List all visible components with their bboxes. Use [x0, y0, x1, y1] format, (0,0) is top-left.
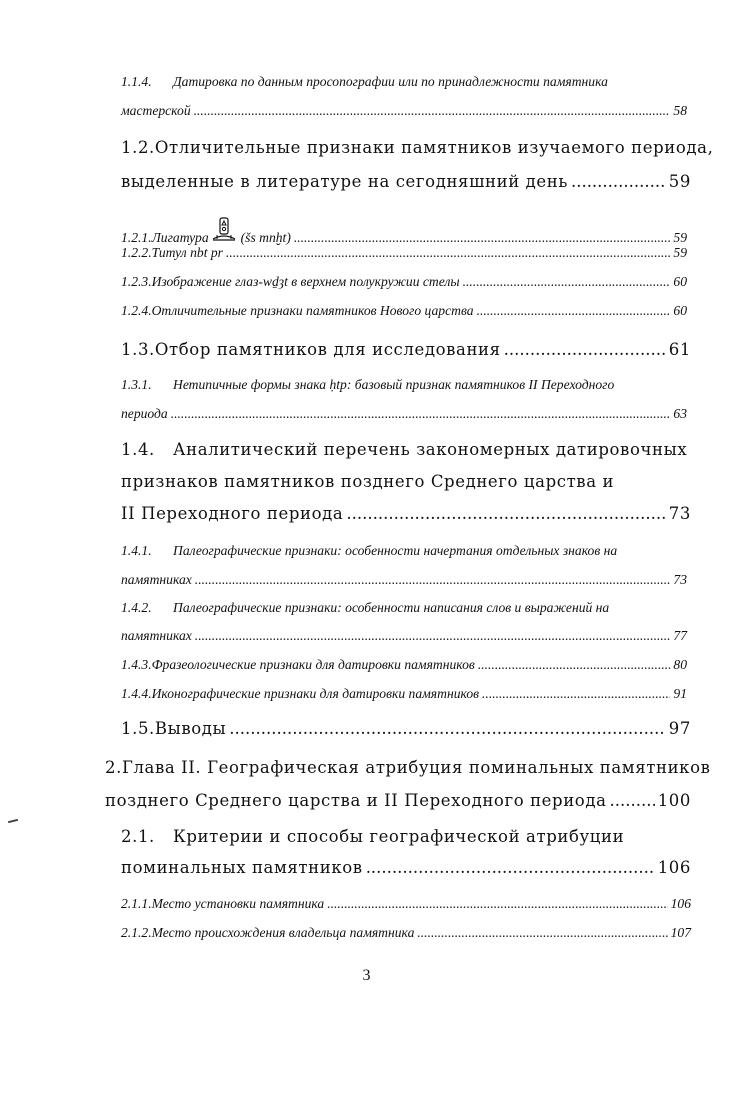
- entry-page: 59: [673, 230, 687, 245]
- entry-number: 1.2.1.: [121, 230, 152, 245]
- entry-number: 1.2.4.: [121, 303, 152, 318]
- entry-page: 106: [657, 858, 691, 877]
- toc-entry-1-4-cont2[interactable]: [121, 504, 691, 523]
- leader-dots: [504, 340, 666, 359]
- entry-page: 97: [668, 719, 691, 738]
- entry-title-cont: выделенные в литературе на сегодняшний день: [121, 172, 568, 191]
- toc-entry-1-2-cont[interactable]: [121, 172, 691, 191]
- toc-entry-1-3[interactable]: [121, 340, 691, 359]
- entry-number: 1.2.: [121, 138, 155, 157]
- leader-dots: [171, 406, 671, 422]
- leader-dots: [477, 303, 671, 319]
- entry-page: 73: [673, 572, 687, 587]
- entry-page: 107: [670, 925, 691, 940]
- entry-page: 80: [673, 657, 687, 672]
- hieroglyph-ligature-icon: [211, 216, 239, 246]
- entry-title: Титул nbt pr: [151, 245, 223, 260]
- page-number: 3: [362, 967, 371, 984]
- leader-dots: [571, 172, 666, 191]
- entry-title: Критерии и способы географической атрибуции: [173, 827, 625, 846]
- toc-entry-1-4-2[interactable]: [121, 600, 691, 616]
- leader-dots: [194, 103, 671, 119]
- entry-page: 59: [673, 245, 687, 260]
- entry-title-cont: памятниках: [121, 628, 192, 643]
- entry-number: 1.4.3.: [121, 657, 152, 672]
- entry-number: 1.4.4.: [121, 686, 152, 701]
- entry-page: 63: [673, 406, 687, 421]
- entry-title-cont: периода: [121, 406, 168, 421]
- entry-number: 1.2.2.: [121, 245, 152, 260]
- entry-title: Иконографические признаки для датировки памятников: [151, 686, 480, 701]
- entry-page: 91: [673, 686, 687, 701]
- entry-title-cont: памятниках: [121, 572, 192, 587]
- entry-number: 1.3.: [121, 340, 155, 359]
- leader-dots: [610, 791, 655, 810]
- leader-dots: [346, 504, 665, 523]
- entry-number: 1.2.3.: [121, 274, 152, 289]
- entry-title: Отбор памятников для исследования: [154, 340, 501, 359]
- leader-dots: [417, 925, 667, 941]
- entry-title: Нетипичные формы знака ḥtp: базовый признак памятников II Переходного: [173, 377, 615, 392]
- entry-title-cont2: II Переходного периода: [121, 504, 344, 523]
- toc-entry-1-3-1[interactable]: [121, 377, 691, 393]
- entry-title: Выводы: [154, 719, 227, 738]
- entry-title-cont: признаков памятников позднего Среднего царства и: [121, 472, 615, 491]
- entry-page: 100: [657, 791, 691, 810]
- toc-entry-2-1-2[interactable]: [121, 925, 691, 941]
- entry-title-cont: поминальных памятников: [121, 858, 363, 877]
- entry-title: Палеографические признаки: особенности написания слов и выражений на: [173, 600, 610, 615]
- entry-title-cont: мастерской: [121, 103, 191, 118]
- leader-dots: [463, 274, 671, 290]
- entry-page: 106: [670, 896, 691, 911]
- entry-title: Датировка по данным просопографии или по принадлежности памятника: [173, 74, 608, 89]
- toc-entry-1-4-2-cont[interactable]: [121, 628, 687, 644]
- entry-number: 2.: [105, 758, 122, 777]
- entry-page: 60: [673, 274, 687, 289]
- entry-number: 1.4.1.: [121, 543, 152, 558]
- leader-dots: [478, 657, 671, 673]
- entry-title: Место происхождения владельца памятника: [151, 925, 415, 940]
- entry-number: 2.1.2.: [121, 925, 152, 940]
- entry-page: 59: [668, 172, 691, 191]
- entry-title: Фразеологические признаки для датировки памятников: [151, 657, 475, 672]
- leader-dots: [482, 686, 670, 702]
- toc-entry-1-4-4[interactable]: [121, 686, 687, 702]
- entry-page: 58: [673, 103, 687, 118]
- leader-dots: [195, 628, 671, 644]
- entry-title: Лигатура: [151, 230, 209, 245]
- toc-entry-2-1-cont[interactable]: [121, 858, 691, 877]
- entry-title: Отличительные признаки памятников Нового царства: [151, 303, 474, 318]
- entry-page: 61: [668, 340, 691, 359]
- toc-entry-1-1-4[interactable]: [121, 74, 691, 90]
- leader-dots: [229, 719, 666, 738]
- entry-title: Место установки памятника: [151, 896, 325, 911]
- toc-entry-1-2-3[interactable]: [121, 274, 687, 290]
- toc-entry-1-4-1-cont[interactable]: [121, 572, 687, 588]
- entry-title-after: (šs mnḫt): [240, 230, 291, 245]
- toc-entry-2-1-1[interactable]: [121, 896, 691, 912]
- entry-title: Аналитический перечень закономерных датировочных: [173, 440, 688, 459]
- entry-page: 73: [668, 504, 691, 523]
- toc-entry-2[interactable]: [105, 758, 711, 777]
- leader-dots: [226, 245, 670, 261]
- entry-number: 1.5.: [121, 719, 155, 738]
- entry-number: 1.1.4.: [121, 74, 152, 89]
- entry-title-cont: позднего Среднего царства и II Переходного периода: [105, 791, 607, 810]
- entry-title: Изображение глаз-wḏȝt в верхнем полукружии стелы: [151, 274, 460, 289]
- toc-entry-1-2[interactable]: [121, 138, 714, 157]
- margin-pen-mark: [8, 819, 18, 823]
- leader-dots: [195, 572, 671, 588]
- entry-number: 1.3.1.: [121, 377, 152, 392]
- toc-entry-2-1[interactable]: [121, 827, 691, 846]
- leader-dots: [294, 230, 671, 246]
- entry-page: 77: [673, 628, 687, 643]
- toc-entry-1-3-1-cont[interactable]: [121, 406, 687, 422]
- entry-title: Глава II. Географическая атрибуция поминальных памятников: [121, 758, 711, 777]
- entry-number: 2.1.1.: [121, 896, 152, 911]
- entry-number: 1.4.: [121, 440, 155, 459]
- toc-entry-1-4[interactable]: [121, 440, 691, 459]
- toc-entry-1-2-2[interactable]: [121, 245, 687, 261]
- entry-title: Отличительные признаки памятников изучаемого периода,: [154, 138, 714, 157]
- toc-entry-1-4-cont[interactable]: [121, 472, 691, 491]
- entry-number: 1.4.2.: [121, 600, 152, 615]
- entry-title: Палеографические признаки: особенности начертания отдельных знаков на: [173, 543, 618, 558]
- toc-entry-2-cont[interactable]: [105, 791, 691, 810]
- toc-entry-1-2-4[interactable]: [121, 303, 687, 319]
- entry-number: 2.1.: [121, 827, 155, 846]
- toc-entry-1-5[interactable]: [121, 719, 691, 738]
- leader-dots: [366, 858, 655, 877]
- leader-dots: [327, 896, 667, 912]
- toc-entry-1-2-1[interactable]: [121, 216, 687, 246]
- entry-page: 60: [673, 303, 687, 318]
- toc-entry-1-1-4-cont[interactable]: [121, 103, 687, 119]
- toc-entry-1-4-1[interactable]: [121, 543, 691, 559]
- toc-entry-1-4-3[interactable]: [121, 657, 687, 673]
